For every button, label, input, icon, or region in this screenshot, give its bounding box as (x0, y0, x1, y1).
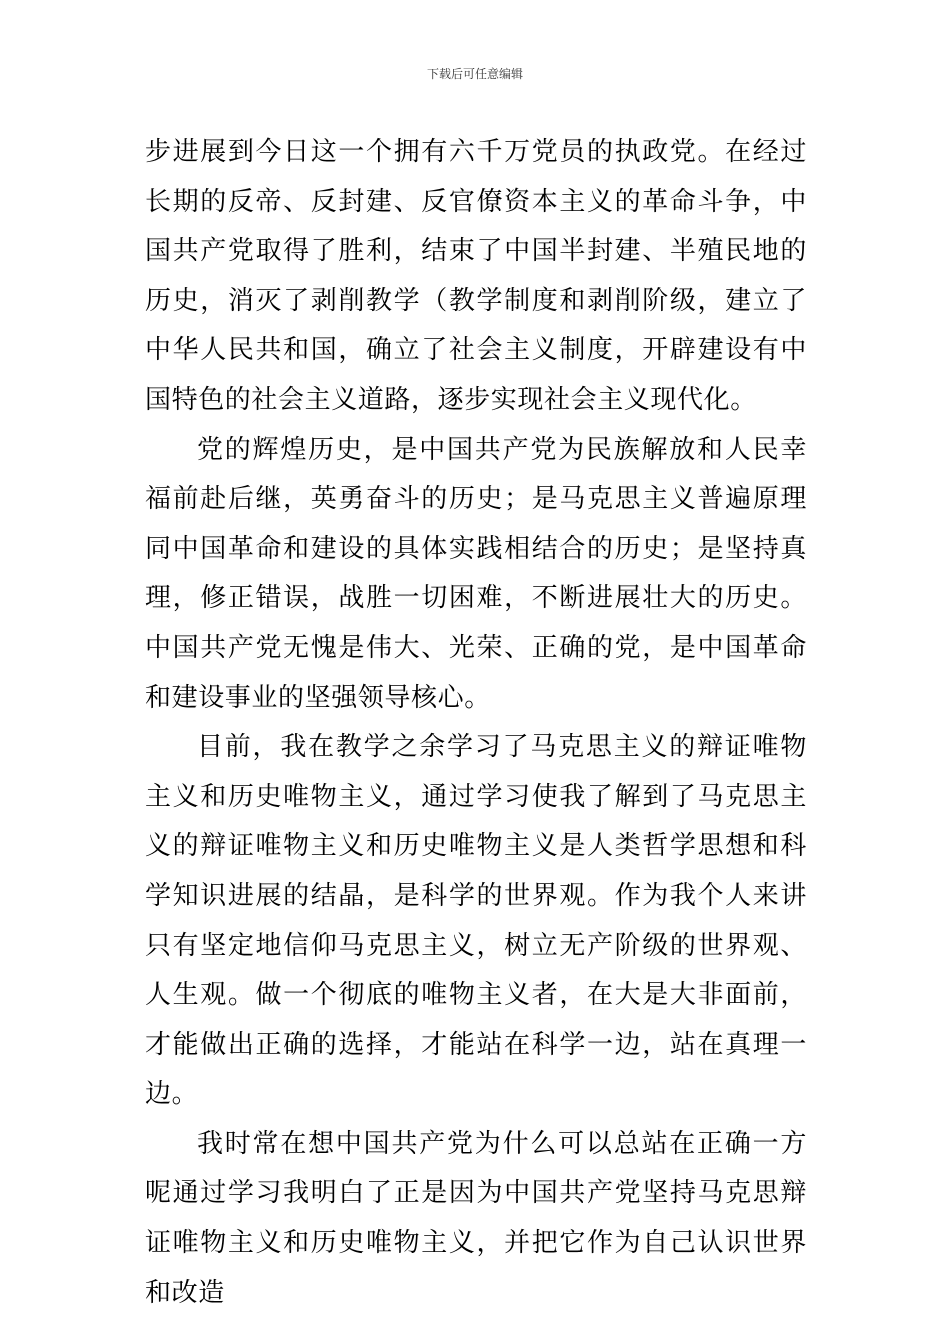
page-header: 下载后可任意编辑 (426, 67, 523, 81)
document-body (145, 128, 807, 1318)
paragraph-continuation: 步进展到今日这一个拥有六千万党员的执政党。在经过长期的反帝、反封建、反官僚资本主义的革命斗争，中国共产党取得了胜利，结束了中国半封建、半殖民地的历史，消灭了剥削教学（教学制度和剥削阶级，建立了中华人民共和国，确立了社会主义制度，开辟建设有中国特色的社会主义道路，逐步实现社会主义现代化。 (145, 137, 807, 415)
paragraph-marxism-study: 目前，我在教学之余学习了马克思主义的辩证唯物主义和历史唯物主义，通过学习使我了解到了马克思主义的辩证唯物主义和历史唯物主义是人类哲学思想和科学知识进展的结晶，是科学的世界观。作为我个人来讲只有坚定地信仰马克思主义，树立无产阶级的世界观、人生观。做一个彻底的唯物主义者，在大是大非面前，才能做出正确的选择，才能站在科学一边，站在真理一边。 (145, 732, 807, 1110)
paragraph-party-history: 党的辉煌历史，是中国共产党为民族解放和人民幸福前赴后继，英勇奋斗的历史；是马克思主义普遍原理同中国革命和建设的具体实践相结合的历史；是坚持真理，修正错误，战胜一切困难，不断进展壮大的历史。中国共产党无愧是伟大、光荣、正确的党，是中国革命和建设事业的坚强领导核心。 (145, 434, 807, 713)
paragraph-reflection: 我时常在想中国共产党为什么可以总站在正确一方呢通过学习我明白了正是因为中国共产党坚持马克思辩证唯物主义和历史唯物主义，并把它作为自己认识世界和改造 (145, 1128, 807, 1308)
